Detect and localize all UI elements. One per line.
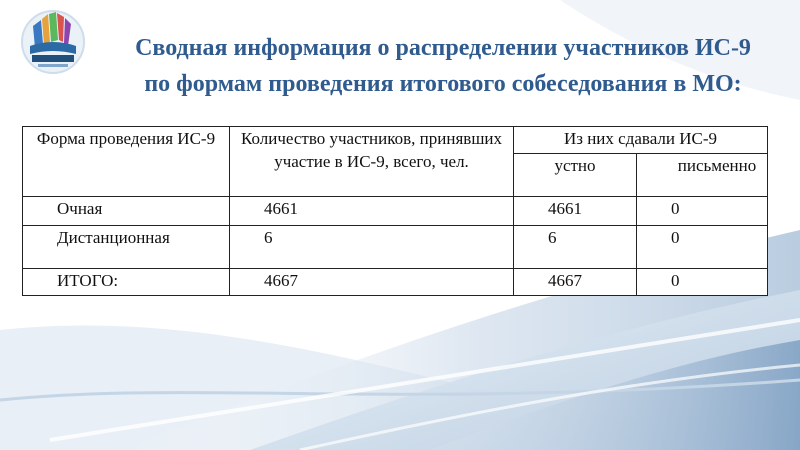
- cell-form: Очная: [23, 197, 230, 226]
- header-written: письменно: [637, 154, 768, 197]
- cell-written: 0: [637, 269, 768, 296]
- table-row: [23, 197, 768, 226]
- cell-form: ИТОГО:: [23, 269, 230, 296]
- header-oral: устно: [514, 154, 637, 197]
- table-row: [23, 269, 768, 296]
- cell-oral: 4661: [514, 197, 637, 226]
- cell-written: 0: [637, 226, 768, 269]
- cell-oral: 4667: [514, 269, 637, 296]
- title-line-2: по формам проведения итогового собеседования в МО:: [144, 71, 742, 97]
- cell-total: 4661: [230, 197, 514, 226]
- cell-written: 0: [637, 197, 768, 226]
- table-row: [23, 226, 768, 269]
- title-line-1: Сводная информация о распределении участников ИС-9: [135, 35, 751, 61]
- cell-oral: 6: [514, 226, 637, 269]
- cell-total: 4667: [230, 269, 514, 296]
- cell-total: 6: [230, 226, 514, 269]
- cell-form: Дистанционная: [23, 226, 230, 269]
- header-form: Форма проведения ИС-9: [23, 127, 230, 197]
- book-logo-icon: [8, 8, 98, 76]
- header-total: Количество участников, принявших участие в ИС-9, всего, чел.: [230, 127, 514, 197]
- participants-table: [22, 126, 768, 296]
- header-group: Из них сдавали ИС-9: [514, 127, 768, 154]
- page-title: [98, 30, 788, 102]
